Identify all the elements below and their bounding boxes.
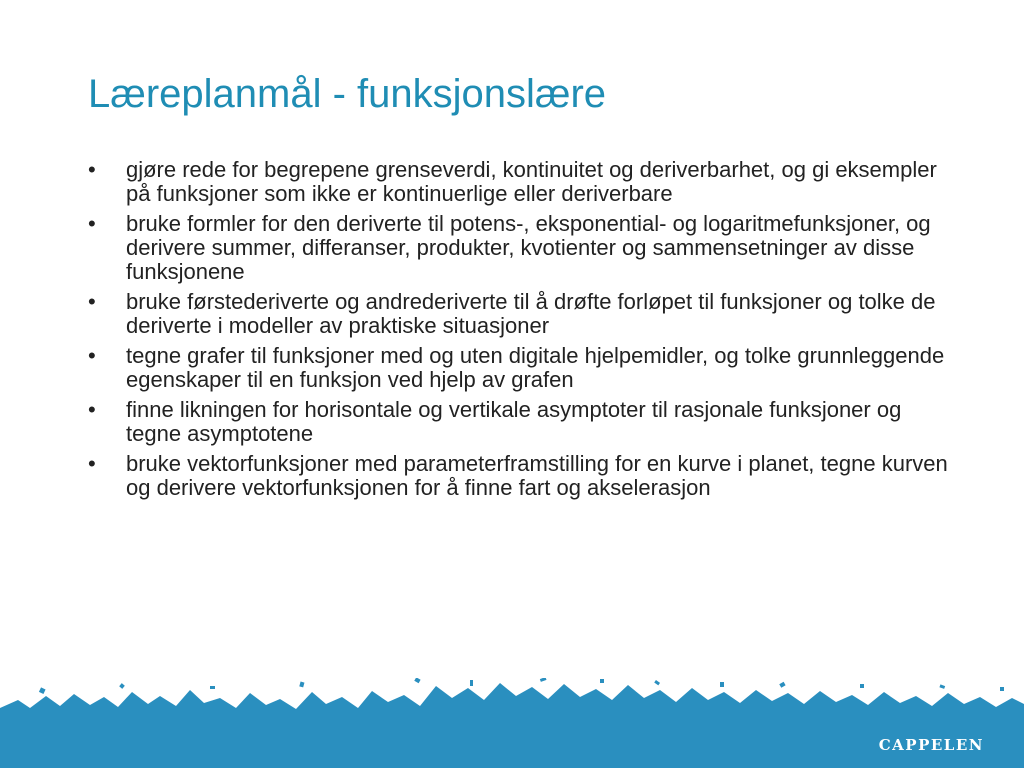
bullet-text: gjøre rede for begrepene grenseverdi, kontinuitet og deriverbarhet, og gi eksempler på funksjoner som ikke er kontinuerlige eller deriverbare bbox=[126, 157, 937, 206]
bullet-text: bruke førstederiverte og andrederiverte til å drøfte forløpet til funksjoner og tolke de deriverte i modeller av praktiske situasjoner bbox=[126, 289, 936, 338]
bullet-text: finne likningen for horisontale og vertikale asymptoter til rasjonale funksjoner og tegne asymptotene bbox=[126, 397, 902, 446]
band-shape bbox=[0, 683, 1024, 768]
bullet-icon: • bbox=[88, 397, 96, 422]
list-item bbox=[88, 212, 948, 284]
bullet-icon: • bbox=[88, 157, 96, 182]
list-item bbox=[88, 344, 948, 392]
footer-band bbox=[0, 678, 1024, 768]
bullet-text: tegne grafer til funksjoner med og uten digitale hjelpemidler, og tolke grunnleggende egenskaper til en funksjon ved hjelp av grafen bbox=[126, 343, 945, 392]
list-item bbox=[88, 158, 948, 206]
list-item bbox=[88, 290, 948, 338]
bullet-icon: • bbox=[88, 343, 96, 368]
list-item bbox=[88, 452, 948, 500]
bullet-text: bruke formler for den deriverte til potens-, eksponential- og logaritmefunksjoner, og derivere summer, differanser, produkter, kvotienter og sammensetninger av disse funksjonene bbox=[126, 211, 931, 284]
bullet-icon: • bbox=[88, 451, 96, 476]
bullet-list bbox=[88, 158, 948, 506]
list-item bbox=[88, 398, 948, 446]
splash-fragments bbox=[39, 678, 1004, 694]
bullet-icon: • bbox=[88, 211, 96, 236]
bullet-icon: • bbox=[88, 289, 96, 314]
slide-title: Læreplanmål - funksjonslære bbox=[88, 72, 607, 116]
bullet-text: bruke vektorfunksjoner med parameterframstilling for en kurve i planet, tegne kurven og derivere vektorfunksjonen for å finne fart og akselerasjon bbox=[126, 451, 948, 500]
brand-logo: CAPPELEN bbox=[878, 736, 984, 754]
splash-band-decoration bbox=[0, 678, 1024, 768]
